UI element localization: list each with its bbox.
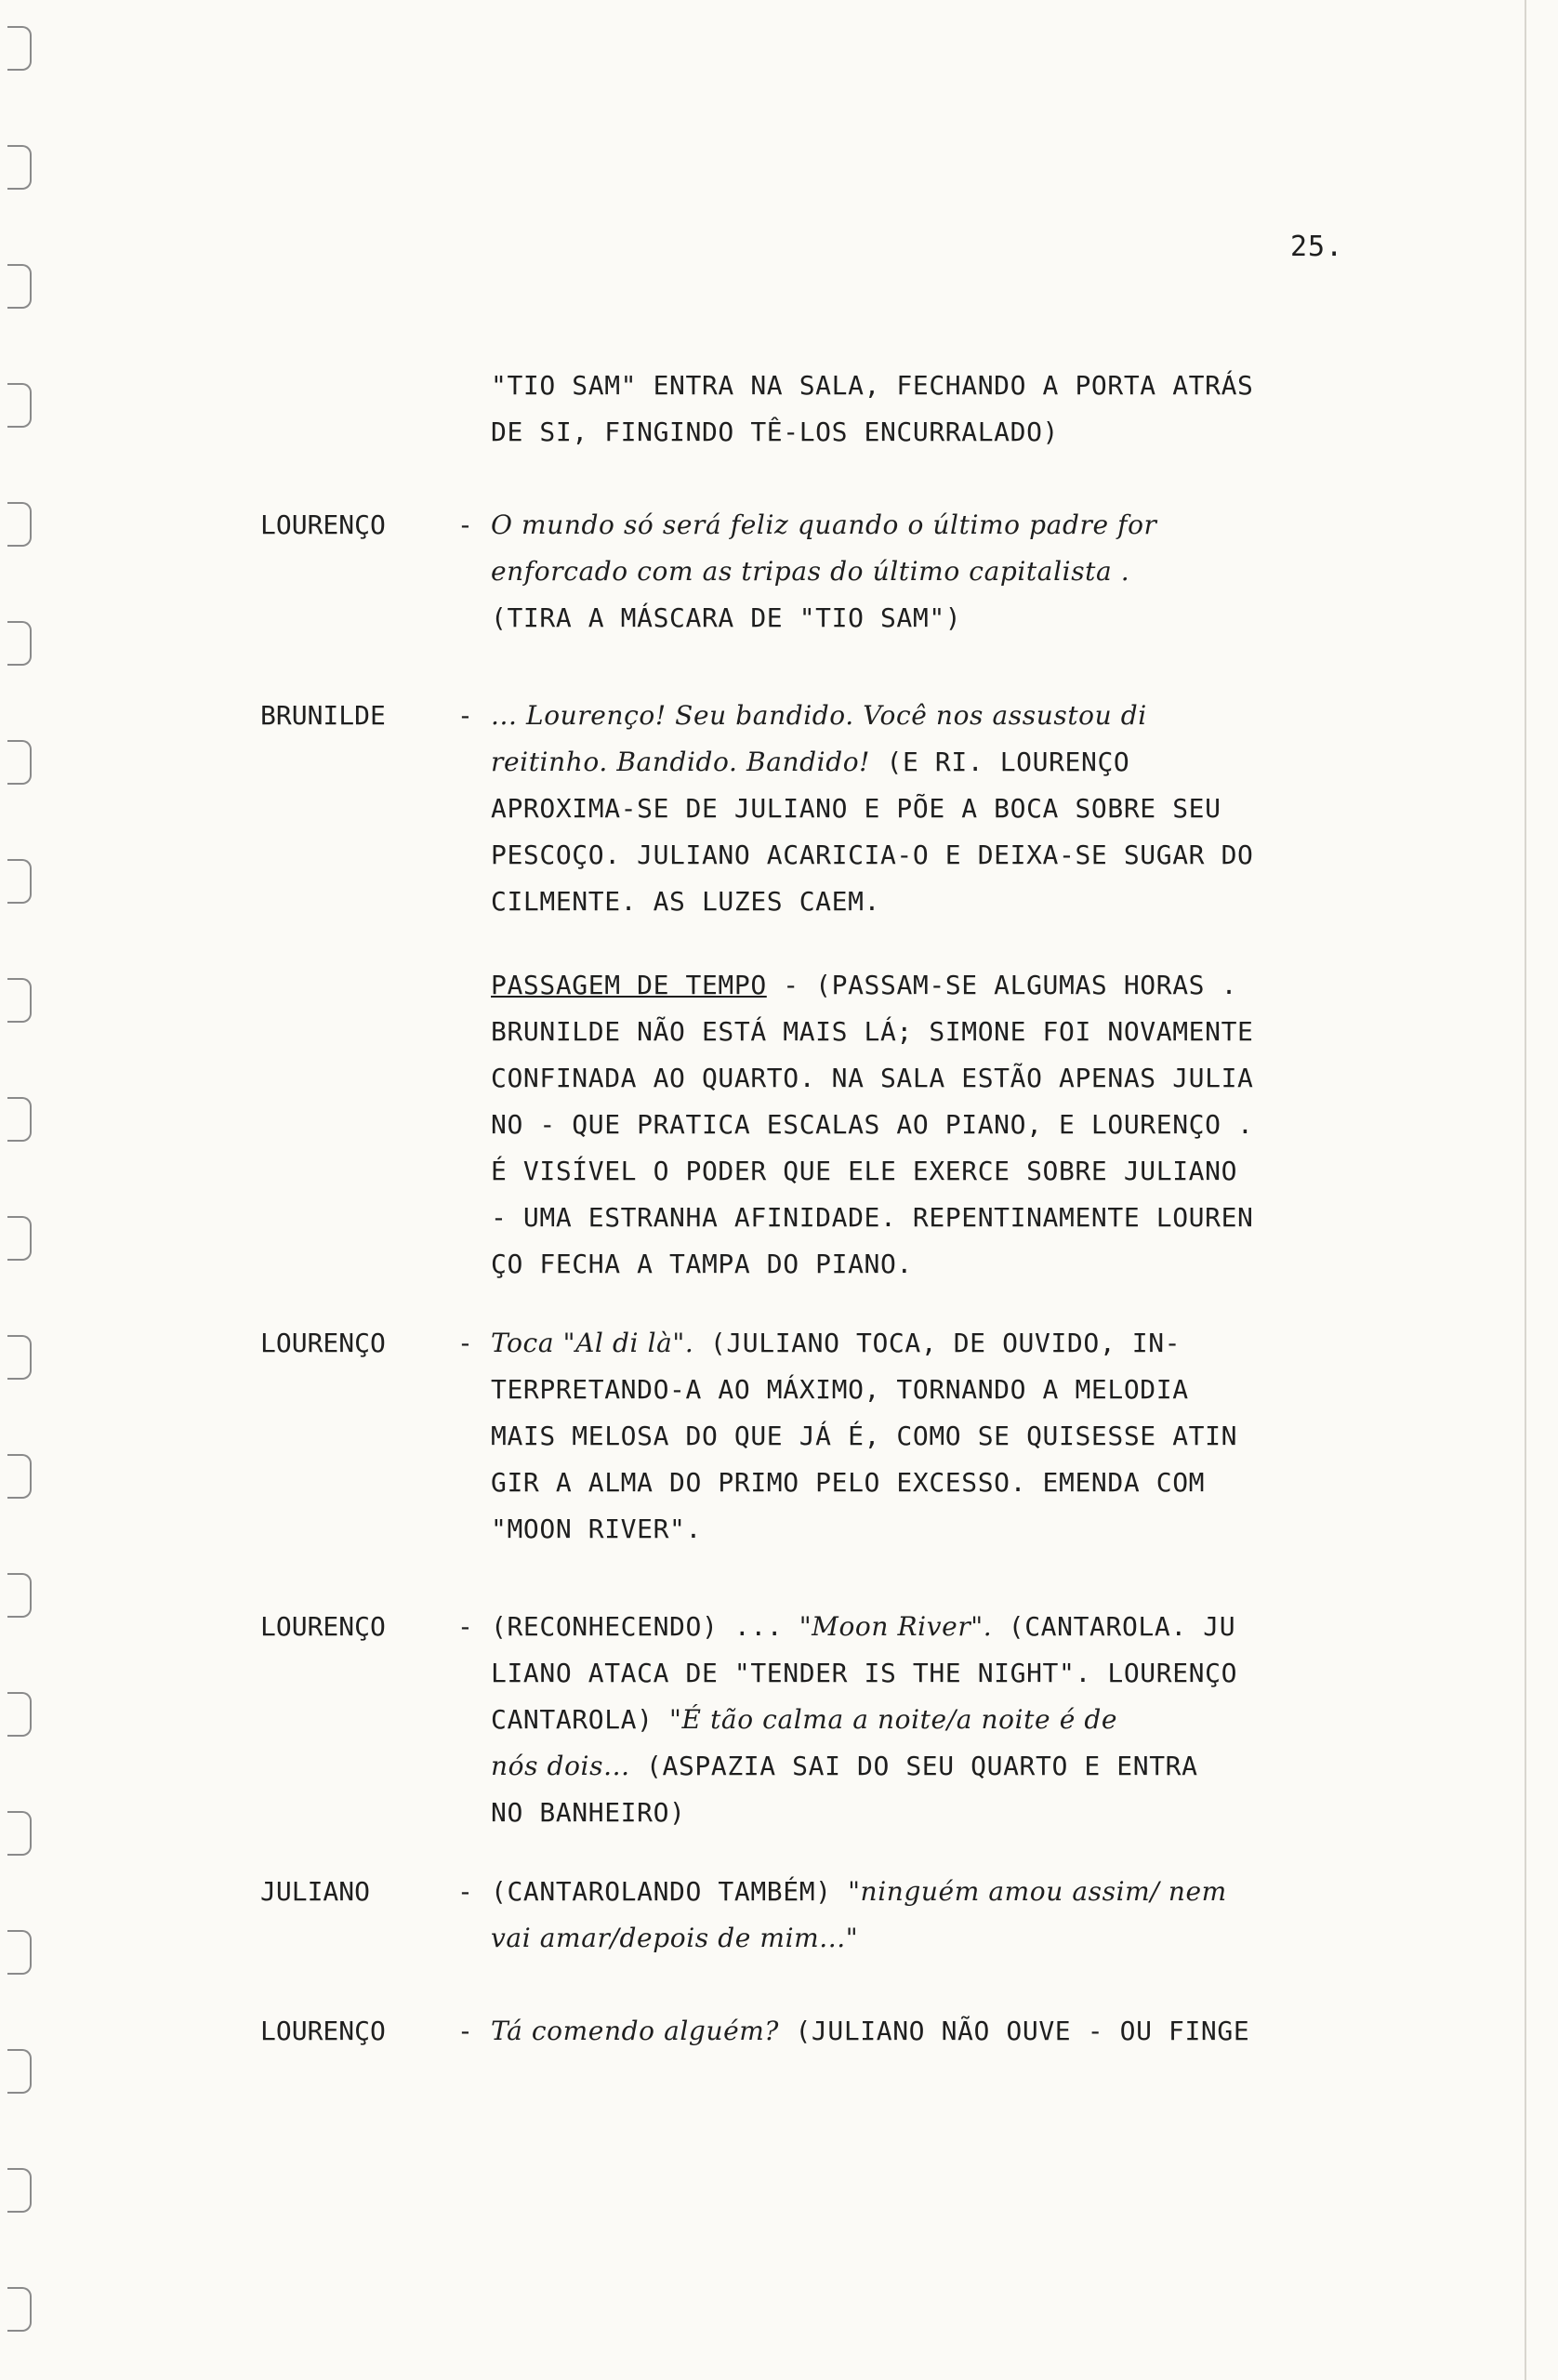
page-edge-line xyxy=(1525,0,1526,2380)
spoken-text: nós dois... xyxy=(491,1751,630,1781)
direction-text: TERPRETANDO-A AO MÁXIMO, TORNANDO A MELODIA xyxy=(491,1374,1189,1405)
dialogue-dash: - xyxy=(457,1611,473,1642)
feed-hole xyxy=(7,1097,32,1142)
feed-hole xyxy=(7,1573,32,1618)
feed-hole xyxy=(7,1335,32,1380)
dialogue-dash: - xyxy=(457,1876,473,1907)
text-line xyxy=(491,1413,1420,1460)
speaker-name: JULIANO xyxy=(260,1876,371,1907)
text-line xyxy=(491,1915,1420,1962)
direction-text: (E RI. LOURENÇO xyxy=(870,747,1130,777)
speaker-name: LOURENÇO xyxy=(260,1611,386,1642)
dialogue-text xyxy=(491,1320,1420,1553)
speaker-name: LOURENÇO xyxy=(260,509,386,540)
speaker-name: LOURENÇO xyxy=(260,2016,386,2046)
text-line xyxy=(491,1743,1420,1790)
direction-text: PESCOÇO. JULIANO ACARICIA-O E DEIXA-SE SUGAR DO xyxy=(491,840,1254,870)
spoken-text: O mundo só será feliz quando o último padre for xyxy=(491,509,1157,540)
feed-hole xyxy=(7,1692,32,1737)
text-line xyxy=(491,1055,1420,1102)
dialogue-text xyxy=(491,1869,1420,1962)
direction-text: MAIS MELOSA DO QUE JÁ É, COMO SE QUISESSE ATIN xyxy=(491,1421,1238,1451)
text-line xyxy=(491,1241,1420,1288)
direction-text: "TIO SAM" ENTRA NA SALA, FECHANDO A PORTA ATRÁS xyxy=(491,370,1254,401)
feed-hole xyxy=(7,26,32,71)
text-line xyxy=(491,1195,1420,1241)
direction-text: - (PASSAM-SE ALGUMAS HORAS . xyxy=(766,970,1238,1000)
scene-marker: PASSAGEM DE TEMPO xyxy=(491,970,767,1000)
text-line xyxy=(491,409,1420,456)
direction-text: (JULIANO NÃO OUVE - OU FINGE xyxy=(779,2016,1250,2046)
text-line xyxy=(491,1869,1420,1915)
spoken-text: "ninguém amou assim/ nem xyxy=(848,1876,1227,1907)
feed-hole xyxy=(7,145,32,190)
spoken-text: Tá comendo alguém? xyxy=(491,2016,780,2046)
feed-hole xyxy=(7,502,32,547)
text-line xyxy=(491,693,1420,739)
text-line xyxy=(491,595,1420,641)
direction-text: ÇO FECHA A TAMPA DO PIANO. xyxy=(491,1249,913,1279)
direction-text: NO BANHEIRO) xyxy=(491,1797,686,1828)
feed-hole xyxy=(7,2287,32,2332)
text-line xyxy=(491,962,1420,1009)
feed-hole xyxy=(7,621,32,666)
spoken-text: "É tão calma a noite/a noite é de xyxy=(669,1704,1118,1735)
feed-hole xyxy=(7,2168,32,2213)
text-line xyxy=(491,739,1420,786)
spoken-text: "Moon River". xyxy=(799,1611,993,1642)
text-line xyxy=(491,1697,1420,1743)
text-line xyxy=(491,1320,1420,1367)
direction-text: CONFINADA AO QUARTO. NA SALA ESTÃO APENAS JULIA xyxy=(491,1063,1254,1093)
dialogue-text xyxy=(491,693,1420,925)
text-line xyxy=(491,1650,1420,1697)
direction-text: CANTAROLA) xyxy=(491,1704,670,1735)
speaker-name: BRUNILDE xyxy=(260,700,386,731)
text-line xyxy=(491,363,1420,409)
direction-text: GIR A ALMA DO PRIMO PELO EXCESSO. EMENDA COM xyxy=(491,1467,1206,1498)
feed-hole xyxy=(7,978,32,1023)
direction-text: DE SI, FINGINDO TÊ-LOS ENCURRALADO) xyxy=(491,416,1060,447)
direction-text: (JULIANO TOCA, DE OUVIDO, IN- xyxy=(693,1328,1182,1358)
text-line xyxy=(491,1790,1420,1836)
page-number: 25. xyxy=(1290,231,1344,263)
feed-hole xyxy=(7,2049,32,2094)
feed-hole xyxy=(7,1454,32,1499)
direction-text: (ASPAZIA SAI DO SEU QUARTO E ENTRA xyxy=(629,1751,1198,1781)
direction-text: CILMENTE. AS LUZES CAEM. xyxy=(491,886,880,917)
direction-text: É VISÍVEL O PODER QUE ELE EXERCE SOBRE JULIANO xyxy=(491,1156,1238,1186)
tractor-feed-holes xyxy=(0,0,37,2380)
feed-hole xyxy=(7,1216,32,1261)
dialogue-text xyxy=(491,502,1420,641)
direction-text: NO - QUE PRATICA ESCALAS AO PIANO, E LOURENÇO . xyxy=(491,1109,1254,1140)
feed-hole xyxy=(7,740,32,785)
direction-text: - UMA ESTRANHA AFINIDADE. REPENTINAMENTE LOUREN xyxy=(491,1202,1254,1233)
dialogue-text xyxy=(491,2008,1420,2055)
stage-direction xyxy=(491,363,1420,456)
spoken-text: Toca "Al di là". xyxy=(491,1328,694,1358)
dialogue-dash: - xyxy=(457,509,473,540)
direction-text: APROXIMA-SE DE JULIANO E PÕE A BOCA SOBRE SEU xyxy=(491,793,1221,824)
text-line xyxy=(491,879,1420,925)
direction-text: (CANTAROLANDO TAMBÉM) xyxy=(491,1876,849,1907)
direction-text: "MOON RIVER". xyxy=(491,1514,702,1544)
text-line xyxy=(491,1604,1420,1650)
text-line xyxy=(491,2008,1420,2055)
text-line xyxy=(491,786,1420,832)
feed-hole xyxy=(7,859,32,904)
text-line xyxy=(491,1460,1420,1506)
text-line xyxy=(491,1148,1420,1195)
spoken-text: reitinho. Bandido. Bandido! xyxy=(491,747,871,777)
spoken-text: vai amar/depois de mim..." xyxy=(491,1923,859,1953)
dialogue-dash: - xyxy=(457,700,473,731)
feed-hole xyxy=(7,1811,32,1856)
direction-text: BRUNILDE NÃO ESTÁ MAIS LÁ; SIMONE FOI NOVAMENTE xyxy=(491,1016,1254,1047)
text-line xyxy=(491,832,1420,879)
dialogue-text xyxy=(491,1604,1420,1836)
text-line xyxy=(491,1102,1420,1148)
direction-text: LIANO ATACA DE "TENDER IS THE NIGHT". LOURENÇO xyxy=(491,1658,1238,1688)
spoken-text: ... Lourenço! Seu bandido. Você nos assustou di xyxy=(491,700,1147,731)
spoken-text: enforcado com as tripas do último capitalista . xyxy=(491,556,1130,587)
feed-hole xyxy=(7,383,32,428)
direction-text: (RECONHECENDO) ... xyxy=(491,1611,799,1642)
direction-text: (CANTAROLA. JU xyxy=(992,1611,1236,1642)
text-line xyxy=(491,1009,1420,1055)
text-line xyxy=(491,1367,1420,1413)
stage-direction xyxy=(491,962,1420,1288)
dialogue-dash: - xyxy=(457,2016,473,2046)
speaker-name: LOURENÇO xyxy=(260,1328,386,1358)
feed-hole xyxy=(7,264,32,309)
feed-hole xyxy=(7,1930,32,1975)
text-line xyxy=(491,502,1420,549)
text-line xyxy=(491,1506,1420,1553)
direction-text: (TIRA A MÁSCARA DE "TIO SAM") xyxy=(491,602,962,633)
text-line xyxy=(491,549,1420,595)
dialogue-dash: - xyxy=(457,1328,473,1358)
